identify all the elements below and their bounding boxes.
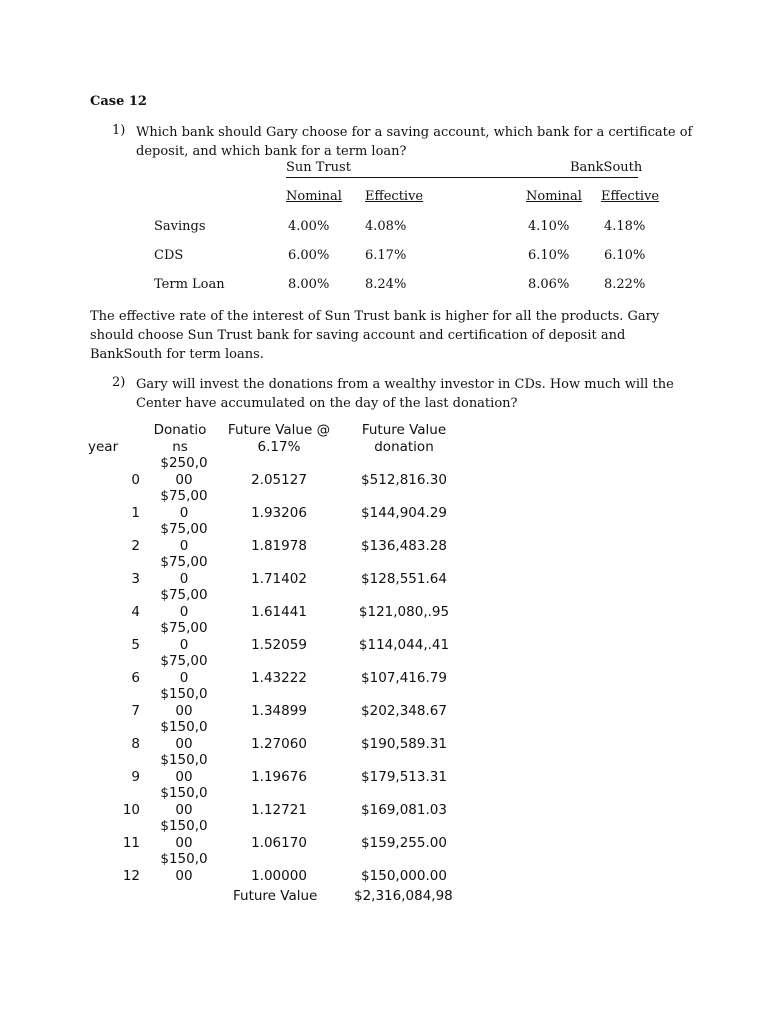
future-value-cell: $159,255.00 [361,835,447,851]
col-header-banksouth-nominal: Nominal [526,189,582,204]
col-header-future-value-donation: Future Value donation [361,422,447,455]
year-cell: 4 [131,604,140,620]
donation-cell: $150,000 [160,686,208,719]
sun-trust-nominal-value: 6.00% [288,248,330,263]
future-value-total: $2,316,084,98 [354,888,453,904]
factor-cell: 1.00000 [251,868,307,884]
future-value-cell: $128,551.64 [361,571,447,587]
banksouth-nominal-value: 6.10% [528,248,570,263]
bank-row-label: Savings [154,219,206,234]
future-value-cell: $169,081.03 [361,802,447,818]
col-header-year: year [88,439,119,455]
donation-cell: $75,000 [160,587,208,620]
year-cell: 2 [131,538,140,554]
factor-cell: 1.27060 [251,736,307,752]
factor-cell: 1.71402 [251,571,307,587]
col-header-donations: Donations [153,422,207,455]
future-value-cell: $144,904.29 [361,505,447,521]
year-cell: 7 [131,703,140,719]
future-value-cell: $150,000.00 [361,868,447,884]
banksouth-effective-value: 6.10% [604,248,646,263]
sun-trust-nominal-value: 8.00% [288,277,330,292]
question-1-text: Which bank should Gary choose for a saving account, which bank for a certificate of deposit, and which bank for a term loan? [136,125,693,159]
bank-header-underline [286,177,638,178]
sun-trust-nominal-value: 4.00% [288,219,330,234]
factor-cell: 1.12721 [251,802,307,818]
donation-cell: $75,000 [160,521,208,554]
col-header-banksouth-effective: Effective [601,189,660,204]
question-1-number: 1) [112,123,126,138]
year-cell: 6 [131,670,140,686]
donation-cell: $75,000 [160,653,208,686]
sun-trust-effective-value: 6.17% [365,248,407,263]
future-value-cell: $114,044,.41 [358,637,450,653]
bank-row-label: Term Loan [154,277,225,292]
donation-cell: $75,000 [160,554,208,587]
donation-cell: $150,000 [160,851,208,884]
donation-cell: $150,000 [160,719,208,752]
donation-cell: $150,000 [160,785,208,818]
factor-cell: 1.34899 [251,703,307,719]
future-value-cell: $202,348.67 [361,703,447,719]
factor-cell: 1.19676 [251,769,307,785]
col-header-sun-trust-effective: Effective [365,189,424,204]
factor-cell: 1.93206 [251,505,307,521]
banksouth-effective-value: 4.18% [604,219,646,234]
sun-trust-effective-value: 8.24% [365,277,407,292]
donation-cell: $250,000 [160,455,208,488]
banksouth-nominal-value: 4.10% [528,219,570,234]
col-header-sun-trust-nominal: Nominal [286,189,342,204]
future-value-cell: $121,080,.95 [358,604,450,620]
year-cell: 0 [131,472,140,488]
factor-cell: 1.52059 [251,637,307,653]
question-2-text: Gary will invest the donations from a wealthy investor in CDs. How much will the Center have accumulated on the day of the last donation? [136,377,674,411]
answer-1-paragraph: The effective rate of the interest of Sun Trust bank is higher for all the products. Gary should choose Sun Trust bank for saving account and certification of deposit and BankSouth for term loans. [90,309,660,362]
donation-cell: $150,000 [160,818,208,851]
year-cell: 12 [122,868,140,884]
banksouth-nominal-value: 8.06% [528,277,570,292]
year-cell: 9 [131,769,140,785]
donation-cell: $75,000 [160,488,208,521]
col-header-future-value-factor: Future Value @ 6.17% [227,422,331,455]
future-value-cell: $136,483.28 [361,538,447,554]
page-title: Case 12 [90,94,147,109]
factor-cell: 1.61441 [251,604,307,620]
donation-cell: $75,000 [160,620,208,653]
bank-header-sun-trust: Sun Trust [286,160,351,175]
future-value-total-label: Future Value [233,888,318,904]
year-cell: 11 [122,835,140,851]
factor-cell: 1.43222 [251,670,307,686]
year-cell: 1 [131,505,140,521]
year-cell: 10 [122,802,140,818]
bank-row-label: CDS [154,248,184,263]
donation-cell: $150,000 [160,752,208,785]
factor-cell: 1.81978 [251,538,307,554]
bank-header-banksouth: BankSouth [570,160,643,175]
year-cell: 5 [131,637,140,653]
factor-cell: 2.05127 [251,472,307,488]
factor-cell: 1.06170 [251,835,307,851]
sun-trust-effective-value: 4.08% [365,219,407,234]
future-value-cell: $107,416.79 [361,670,447,686]
future-value-cell: $512,816.30 [361,472,447,488]
future-value-cell: $190,589.31 [361,736,447,752]
year-cell: 8 [131,736,140,752]
year-cell: 3 [131,571,140,587]
question-2-number: 2) [112,375,126,390]
future-value-cell: $179,513.31 [361,769,447,785]
banksouth-effective-value: 8.22% [604,277,646,292]
